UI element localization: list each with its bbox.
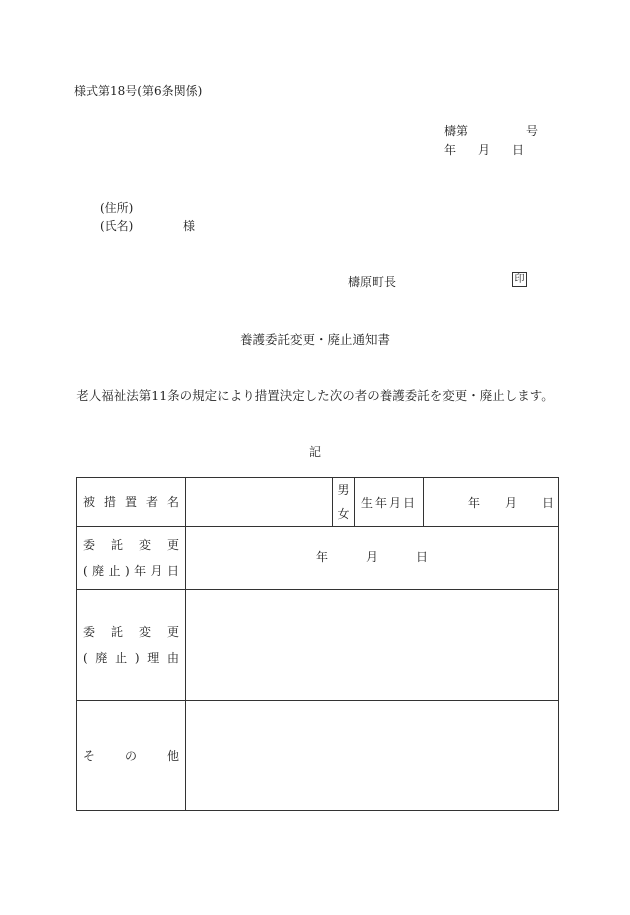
change-date-label-line2: (廃止)年月日 [83, 564, 179, 578]
sex-male: 男 [337, 483, 350, 497]
change-month: 月 [365, 549, 378, 564]
doc-number-prefix: 檮第 [444, 124, 469, 138]
document-title: 養護委託変更・廃止通知書 [239, 332, 390, 347]
birthdate-label: 生年月日 [355, 478, 424, 527]
birthdate-value [424, 478, 559, 527]
change-day: 日 [416, 549, 429, 564]
birth-year: 年 [467, 495, 480, 510]
ki-heading: 記 [308, 445, 321, 459]
birth-day: 日 [542, 495, 555, 510]
sex-cell [333, 478, 355, 527]
person-name-label: 被措置者名 [77, 478, 186, 527]
reason-value [186, 590, 559, 701]
form-number: 様式第18号(第6条関係) [74, 84, 203, 98]
reason-label-line1: 委託変更 [83, 625, 179, 639]
other-label: その他 [77, 701, 186, 811]
notice-table [76, 477, 559, 811]
table-row [77, 590, 559, 701]
issuer-title: 檮原町長 [348, 275, 397, 289]
person-name-value [186, 478, 333, 527]
table-row [77, 527, 559, 590]
honorific: 様 [183, 219, 196, 233]
sex-female: 女 [337, 507, 350, 521]
seal-mark: 印 [512, 272, 527, 287]
doc-date-day: 日 [512, 143, 525, 157]
change-date-label [77, 527, 186, 590]
name-label: (氏名) [100, 219, 134, 233]
document-date [444, 141, 524, 158]
reason-label [77, 590, 186, 701]
address-label: (住所) [100, 201, 134, 215]
table-row [77, 701, 559, 811]
change-date-value [186, 527, 559, 590]
document-body: 老人福祉法第11条の規定により措置決定した次の者の養護委託を変更・廃止します。 [76, 388, 554, 403]
table-row [77, 478, 559, 527]
doc-date-year: 年 [444, 143, 457, 157]
reason-label-line2: (廃止)理由 [83, 651, 179, 665]
other-value [186, 701, 559, 811]
doc-number-suffix: 号 [526, 124, 539, 138]
change-date-label-line1: 委託変更 [83, 538, 179, 552]
change-year: 年 [315, 549, 328, 564]
doc-date-month: 月 [478, 143, 491, 157]
birth-month: 月 [504, 495, 517, 510]
document-number [444, 122, 538, 139]
